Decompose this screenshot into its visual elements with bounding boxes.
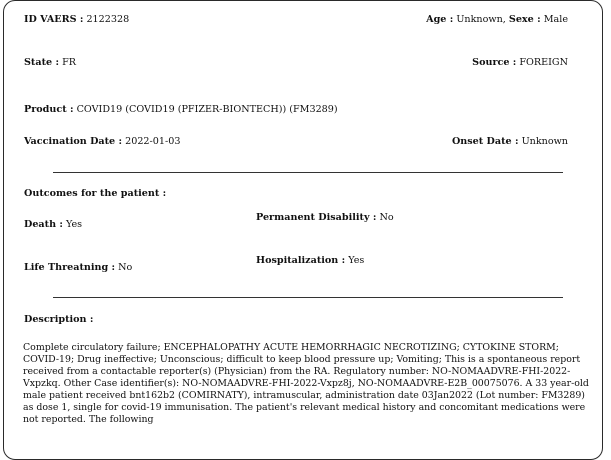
sex-label: Sexe : <box>508 14 541 25</box>
divider <box>53 297 563 298</box>
life-threatening-label: Life Threatning : <box>24 262 116 273</box>
life-threatening-field <box>24 262 132 274</box>
onset-date-label: Onset Date : <box>451 136 519 147</box>
product-label: Product : <box>24 104 74 115</box>
permanent-disability-value: No <box>379 212 394 223</box>
source-label: Source : <box>472 57 517 68</box>
age-sex-field <box>426 14 568 26</box>
description-text: Complete circulatory failure; ENCEPHALOPATHY ACUTE HEMORRHAGIC NECROTIZING; CYTOKINE STORM; COVID-19; Drug ineffective; Unconscious; difficult to keep blood pressure up; Vomiting; This is a spontaneous report received from a contactable reporter(s) (Physician) from the RA. Regulatory number: NO-NOMAADVRE-FHI-2022-Vxpzkq. Other Case identifier(s): NO-NOMAADVRE-FHI-2022-Vxpz8j, NO-NOMAADVRE-E2B_00075076. A 33 year-old male patient received bnt162b2 (COMIRNATY), intramuscular, administration date 03Jan2022 (Lot number: FM3289) as dose 1, single for covid-19 immunisation. The patient's relevant medical history and concomitant medications were not reported. The following <box>23 342 589 425</box>
divider <box>53 172 563 173</box>
product-field <box>24 104 338 116</box>
life-threatening-value: No <box>118 262 133 273</box>
hospitalization-label: Hospitalization : <box>256 255 346 266</box>
vaccination-date-label: Vaccination Date : <box>24 136 123 147</box>
state-value: FR <box>62 57 76 68</box>
hospitalization-value: Yes <box>348 255 365 266</box>
outcomes-heading: Outcomes for the patient : <box>24 188 167 199</box>
source-value: FOREIGN <box>519 57 568 68</box>
product-value: COVID19 (COVID19 (PFIZER-BIONTECH)) (FM3289) <box>76 104 338 115</box>
death-value: Yes <box>66 219 83 230</box>
age-label: Age : <box>426 14 454 25</box>
vaccination-date-field <box>24 136 180 148</box>
vaers-id-value: 2122328 <box>86 14 130 25</box>
permanent-disability-label: Permanent Disability : <box>256 212 377 223</box>
age-value: Unknown, <box>456 14 506 25</box>
state-label: State : <box>24 57 59 68</box>
death-label: Death : <box>24 219 63 230</box>
vaers-id-field <box>24 14 129 26</box>
permanent-disability-field <box>256 212 394 224</box>
onset-date-value: Unknown <box>521 136 568 147</box>
vaers-id-label: ID VAERS : <box>24 14 84 25</box>
sex-value: Male <box>543 14 568 25</box>
description-heading: Description : <box>24 314 94 325</box>
onset-date-field <box>452 136 568 148</box>
source-field <box>472 57 568 69</box>
vaccination-date-value: 2022-01-03 <box>125 136 181 147</box>
state-field <box>24 57 76 69</box>
death-field <box>24 219 82 231</box>
hospitalization-field <box>256 255 364 267</box>
